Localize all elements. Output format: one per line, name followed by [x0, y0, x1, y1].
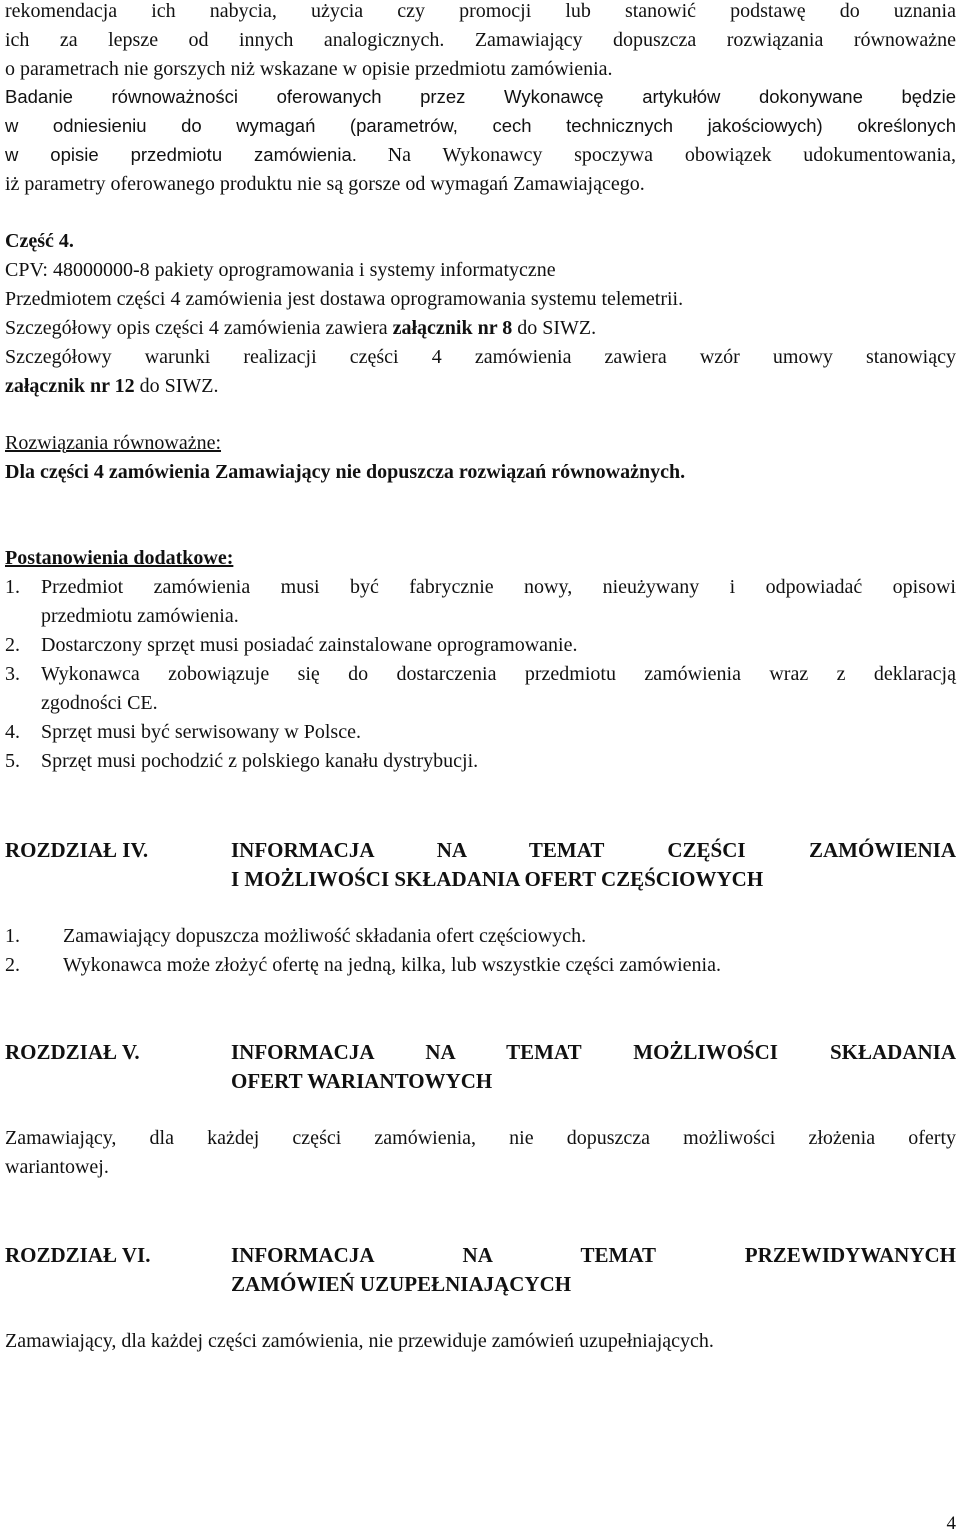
part4-terms-attachment: załącznik nr 12 [5, 375, 135, 397]
list-item-text: Wykonawca może złożyć ofertę na jedną, kilka, lub wszystkie części zamówienia. [63, 954, 721, 976]
part4-terms-post: do SIWZ. [139, 375, 219, 397]
chapter-5-title-line-1: INFORMACJA NA TEMAT MOŻLIWOŚCI SKŁADANIA [231, 1040, 956, 1064]
additional-item-3-text-2: zgodności CE. [41, 692, 158, 714]
part4-heading: Część 4. [5, 230, 74, 252]
additional-item-1-text: Przedmiot zamówienia musi być fabrycznie nowy, nieużywany i odpowiadać opisowi [41, 576, 956, 598]
part4-cpv: CPV: 48000000-8 pakiety oprogramowania i systemy informatyczne [5, 259, 556, 281]
chapter-6-title-line-2: ZAMÓWIEŃ UZUPEŁNIAJĄCYCH [231, 1272, 572, 1296]
chapter-5-label: ROZDZIAŁ V. [5, 1040, 140, 1064]
list-number: 5. [5, 750, 20, 772]
part4-terms-line-2 [5, 375, 956, 398]
list-number: 1. [5, 576, 20, 598]
intro-line-6a: w opisie przedmiotu zamówienia. [5, 144, 357, 165]
additional-heading: Postanowienia dodatkowe: [5, 547, 234, 569]
part4-detail-pre: Szczegółowy opis części 4 zamówienia zawiera [5, 317, 388, 339]
chapter-6-title-line-1: INFORMACJA NA TEMAT PRZEWIDYWANYCH [231, 1243, 956, 1267]
chapter-4-label: ROZDZIAŁ IV. [5, 838, 149, 862]
list-number: 2. [5, 634, 20, 656]
additional-item-2-text: Dostarczony sprzęt musi posiadać zainstalowane oprogramowanie. [41, 634, 578, 656]
additional-item-3-text: Wykonawca zobowiązuje się do dostarczenia przedmiotu zamówienia wraz z deklaracją [41, 663, 956, 685]
chapter-4-title-line-2: I MOŻLIWOŚCI SKŁADANIA OFERT CZĘŚCIOWYCH [231, 867, 764, 891]
intro-line-2: ich za lepsze od innych analogicznych. Zamawiający dopuszcza rozwiązania równoważne [5, 29, 956, 51]
part4-detail-attachment: załącznik nr 8 [392, 317, 513, 339]
part4-detail [5, 317, 956, 340]
chapter-5-text-line-1: Zamawiający, dla każdej części zamówienia, nie dopuszcza możliwości złożenia oferty [5, 1127, 956, 1149]
intro-line-1: rekomendacja ich nabycia, użycia czy promocji lub stanowić podstawę do uznania [5, 0, 956, 22]
intro-line-3: o parametrach nie gorszych niż wskazane w opisie przedmiotu zamówienia. [5, 58, 613, 80]
list-number: 3. [5, 663, 20, 685]
list-number: 2. [5, 954, 20, 976]
chapter-6-label: ROZDZIAŁ VI. [5, 1243, 151, 1267]
chapter-4-item-2 [5, 954, 956, 977]
intro-line-7: iż parametry oferowanego produktu nie są gorsze od wymagań Zamawiającego. [5, 173, 645, 195]
additional-item-1-text-2: przedmiotu zamówienia. [41, 605, 239, 627]
part4-detail-post: do SIWZ. [517, 317, 597, 339]
chapter-4-title-line-1: INFORMACJA NA TEMAT CZĘŚCI ZAMÓWIENIA [231, 838, 956, 862]
chapter-4-item-1 [5, 925, 956, 948]
intro-line-4: Badanie równoważności oferowanych przez Wykonawcę artykułów dokonywane będzie [5, 86, 956, 107]
page-number: 4 [946, 1513, 956, 1534]
list-item-text: Zamawiający dopuszcza możliwość składania ofert częściowych. [63, 925, 587, 947]
additional-item-4-text: Sprzęt musi być serwisowany w Polsce. [41, 721, 361, 743]
chapter-6-text: Zamawiający, dla każdej części zamówienia, nie przewiduje zamówień uzupełniających. [5, 1330, 714, 1352]
chapter-5-title-line-2: OFERT WARIANTOWYCH [231, 1069, 493, 1093]
list-number: 4. [5, 721, 20, 743]
intro-line-6b: Na Wykonawcy spoczywa obowiązek udokumentowania, [387, 144, 956, 166]
part4-equiv-text: Dla części 4 zamówienia Zamawiający nie dopuszcza rozwiązań równoważnych. [5, 461, 686, 483]
part4-equiv-label: Rozwiązania równoważne: [5, 432, 222, 454]
intro-line-5: w odniesieniu do wymagań (parametrów, cech technicznych jakościowych) określonych [5, 115, 956, 136]
chapter-5-text-line-2: wariantowej. [5, 1156, 109, 1178]
additional-item-5-text: Sprzęt musi pochodzić z polskiego kanału dystrybucji. [41, 750, 479, 772]
list-number: 1. [5, 925, 20, 947]
part4-terms-line-1: Szczegółowy warunki realizacji części 4 zamówienia zawiera wzór umowy stanowiący [5, 346, 956, 368]
intro-line-6 [5, 144, 956, 167]
part4-subject: Przedmiotem części 4 zamówienia jest dostawa oprogramowania systemu telemetrii. [5, 288, 684, 310]
